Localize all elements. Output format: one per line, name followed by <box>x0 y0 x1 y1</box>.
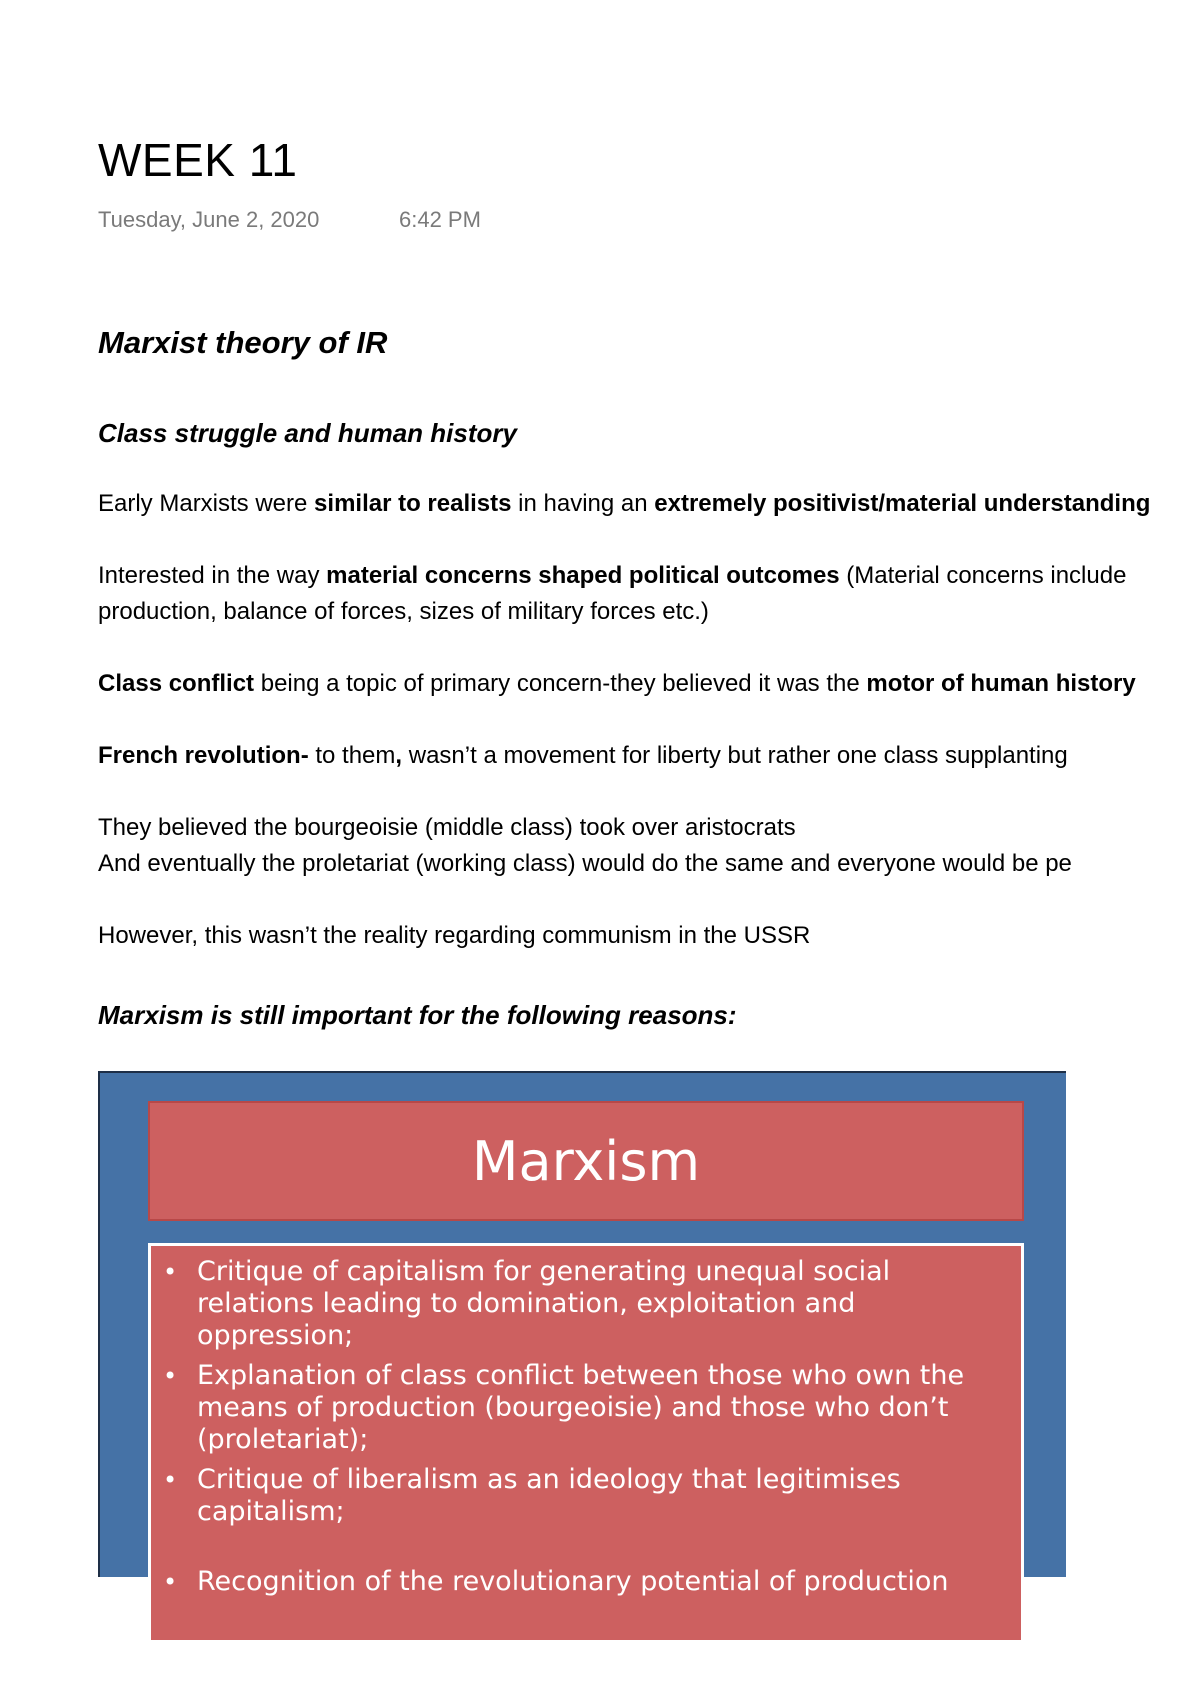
slide-bullet-cutoff <box>163 1566 1001 1598</box>
slide-bullet-panel <box>148 1243 1024 1643</box>
bullet-marker: • <box>163 1258 178 1286</box>
text-run: Interested in the way <box>98 562 327 589</box>
text-run: wasn’t a movement for liberty but rather one class supplanting <box>402 742 1068 769</box>
paragraph-material-concerns-line1 <box>98 562 1126 590</box>
paragraph-french-revolution <box>98 742 1068 770</box>
text-run: (Material concerns include <box>839 562 1127 589</box>
slide-bullet-text: Explanation of class conflict between those who own the means of production (bourgeoisie) and those who don’t (proletariat); <box>197 1360 965 1455</box>
text-run: to them <box>308 742 396 769</box>
bold-run: Class conflict <box>98 670 255 697</box>
bold-run: motor of human history <box>866 670 1136 697</box>
bullet-marker: • <box>163 1568 178 1596</box>
bold-run: similar to realists <box>314 490 512 517</box>
page-date: Tuesday, June 2, 2020 <box>98 207 320 232</box>
bold-run: extremely positivist/material understanding <box>654 490 1151 517</box>
bold-run: French revolution- <box>98 742 309 769</box>
bold-run: , <box>395 742 403 769</box>
paragraph-bourgeoisie-line2: And eventually the proletariat (working class) would do the same and everyone would be pe <box>98 850 1072 877</box>
paragraph-class-conflict <box>98 670 1136 698</box>
bullet-marker: • <box>163 1362 178 1390</box>
page-title: WEEK 11 <box>98 134 298 186</box>
slide-bullet <box>163 1360 1001 1456</box>
paragraph-material-concerns-line2: production, balance of forces, sizes of military forces etc.) <box>98 598 709 625</box>
page-time: 6:42 PM <box>399 207 481 232</box>
bold-run: material concerns shaped political outcomes <box>326 562 840 589</box>
slide-bullet-text: Critique of liberalism as an ideology that legitimises capitalism; <box>197 1464 901 1527</box>
slide-title-box <box>148 1101 1024 1221</box>
text-run: in having an <box>511 490 655 517</box>
bullet-marker: • <box>163 1466 178 1494</box>
slide-title: Marxism <box>471 1129 701 1193</box>
slide-bullet-text: Recognition of the revolutionary potential of production <box>197 1566 949 1597</box>
paragraph-early-marxists <box>98 490 1150 518</box>
text-run: being a topic of primary concern-they believed it was the <box>254 670 867 697</box>
text-run: Early Marxists were <box>98 490 315 517</box>
heading-class-struggle: Class struggle and human history <box>98 418 517 448</box>
heading-marxism-important: Marxism is still important for the following reasons: <box>98 1000 737 1030</box>
paragraph-ussr: However, this wasn’t the reality regarding communism in the USSR <box>98 922 811 949</box>
slide-bullet <box>163 1256 1001 1352</box>
slide-bullet-text: Critique of capitalism for generating unequal social relations leading to domination, exploitation and oppression; <box>197 1256 891 1351</box>
paragraph-bourgeoisie-line1: They believed the bourgeoisie (middle class) took over aristocrats <box>98 814 796 841</box>
embedded-slide-image <box>98 1071 1066 1597</box>
slide-bullet <box>163 1464 1001 1528</box>
heading-marxist-theory: Marxist theory of IR <box>98 325 388 360</box>
